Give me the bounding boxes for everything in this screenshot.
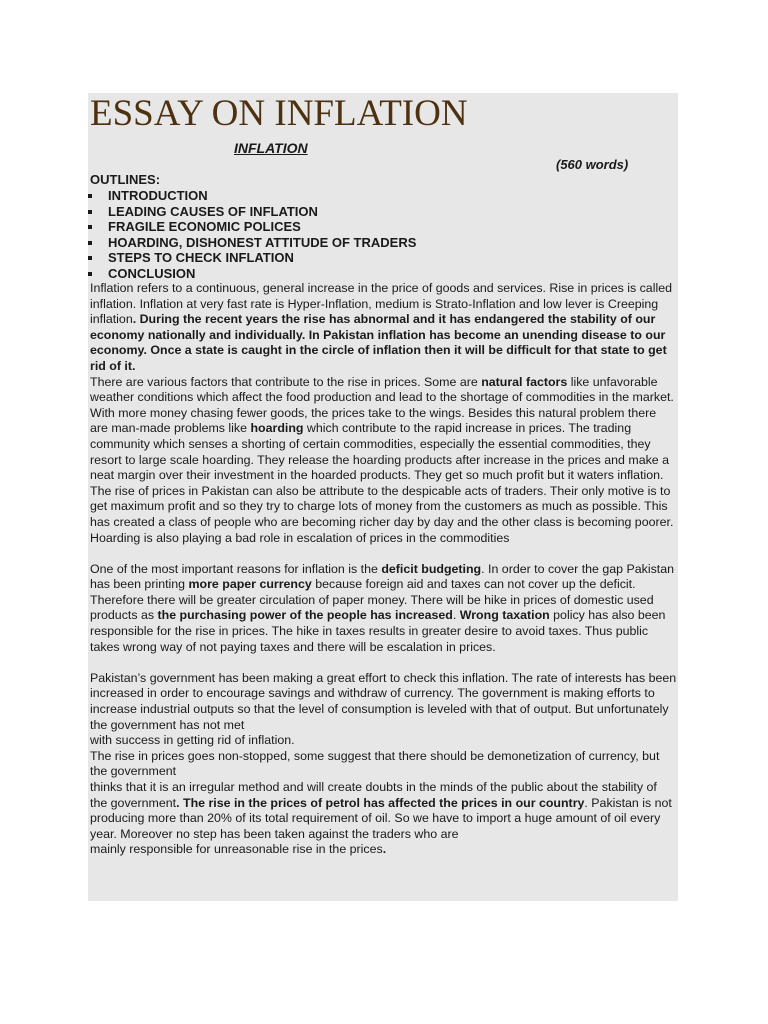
outline-list xyxy=(88,188,416,281)
outline-item-label: FRAGILE ECONOMIC POLICES xyxy=(108,219,301,234)
paragraph-text: Inflation refers to a continuous, general increase in the price of goods and services. Rise in prices is called inflation. Inflation at very fast rate is Hyper-Inflation, medium is Strato-Inflation and low lever is Creeping inflation xyxy=(90,281,672,327)
essay-paragraph xyxy=(90,484,677,546)
paragraph-text: One of the most important reasons for inflation is the xyxy=(90,561,382,576)
essay-paragraph xyxy=(90,375,677,484)
outline-item-label: LEADING CAUSES OF INFLATION xyxy=(108,203,318,219)
emphasized-text: . During the recent years the rise has abnormal and it has endangered the stability of our economy nationally and individually. In Pakistan inflation has become an unending disease to our economy. Once a state is caught in the circle of inflation then it will be difficult for that state to get rid of it. xyxy=(90,312,667,373)
bullet-square-icon xyxy=(88,272,92,276)
bullet-square-icon xyxy=(88,256,92,260)
emphasized-text: deficit budgeting xyxy=(381,561,482,576)
bullet-square-icon xyxy=(88,225,92,229)
essay-page xyxy=(88,93,678,901)
paragraph-text: The rise of prices in Pakistan can also be attribute to the despicable acts of traders. Their only motive is to get maximum profit and so they try to charge lots of money from the customers as much as possible. This has created a class of people who are becoming richer day by day and the other class is becoming poorer. Hoarding is also playing a bad role in escalation of prices in the commodities xyxy=(90,483,674,545)
bullet-square-icon xyxy=(88,194,92,198)
essay-paragraph xyxy=(90,671,677,733)
outlines-heading: OUTLINES: xyxy=(90,172,161,187)
outline-item xyxy=(88,235,416,251)
outline-item xyxy=(88,188,416,204)
essay-title: ESSAY ON INFLATION xyxy=(90,93,468,134)
emphasized-text: more paper currency xyxy=(188,577,312,592)
outline-item-label: CONCLUSION xyxy=(108,265,196,281)
outline-item xyxy=(88,204,416,220)
word-count: (560 words) xyxy=(556,157,629,172)
paragraph-text: with success in getting rid of inflation. xyxy=(90,733,295,748)
paragraph-text: which contribute to the rapid increase in prices. The trading community which senses a shorting of certain commodities, especially the essential commodities, they resort to large scale hoarding. They release the hoarding products after increase in the prices and make a neat margin over their investment in the hoarded products. They get so much profit but it waters inflation. xyxy=(90,421,670,483)
paragraph-text: policy has also been responsible for the rise in prices. The hike in taxes results in greater desire to avoid taxes. Thus public takes wrong way of not paying taxes and there will be escalation in prices. xyxy=(90,608,666,654)
essay-paragraph xyxy=(90,780,677,842)
bullet-square-icon xyxy=(88,210,92,214)
essay-paragraph xyxy=(90,733,677,749)
paragraph-text: . xyxy=(452,608,460,623)
bullet-square-icon xyxy=(88,241,92,245)
paragraph-text: like unfavorable weather conditions which affect the food production and lead to the shortage of commodities in the market. With more money chasing fewer goods, the prices take to the wings. Besides this natural problem there are man-made problems like xyxy=(90,374,674,436)
outline-item xyxy=(88,266,416,282)
essay-paragraph xyxy=(90,281,677,375)
emphasized-text: the purchasing power of the people has increased xyxy=(157,608,453,623)
outline-item-label: STEPS TO CHECK INFLATION xyxy=(108,250,294,265)
paragraph-text: mainly responsible for unreasonable rise in the prices xyxy=(90,842,383,857)
essay-paragraph xyxy=(90,842,677,858)
outline-item-label: HOARDING, DISHONEST ATTITUDE OF TRADERS xyxy=(108,234,417,250)
paragraph-text: thinks that it is an irregular method and will create doubts in the minds of the public about the stability of the government xyxy=(90,780,657,810)
outline-item-label: INTRODUCTION xyxy=(108,188,208,203)
emphasized-text: Wrong taxation xyxy=(459,608,550,623)
emphasized-text: . The rise in the prices of petrol has affected the prices in our country xyxy=(176,795,585,810)
outline-item xyxy=(88,250,416,266)
outline-item xyxy=(88,219,416,235)
emphasized-text: hoarding xyxy=(250,421,304,436)
paragraph-text: . Pakistan is not producing more than 20% of its total requirement of oil. So we have to import a huge amount of oil every year. Moreover no step has been taken against the traders who are xyxy=(90,795,672,841)
essay-paragraph xyxy=(90,749,677,780)
essay-body xyxy=(90,281,677,858)
paragraph-text: There are various factors that contribute to the rise in prices. Some are xyxy=(90,374,482,389)
essay-paragraph xyxy=(90,562,677,656)
emphasized-text: . xyxy=(382,842,387,857)
paragraph-text: . In order to cover the gap Pakistan has been printing xyxy=(90,561,674,592)
paragraph-text: Pakistan’s government has been making a great effort to check this inflation. The rate of interests has been increased in order to encourage savings and withdraw of currency. The government is making efforts to increase industrial outputs so that the level of consumption is leveled with that of output. But unfortunately the government has not met xyxy=(90,670,677,732)
essay-subtitle: INFLATION xyxy=(234,140,308,156)
paragraph-text: because foreign aid and taxes can not cover up the deficit. Therefore there will be greater circulation of paper money. There will be hike in prices of domestic used products as xyxy=(90,577,654,623)
emphasized-text: natural factors xyxy=(481,374,568,389)
paragraph-text: The rise in prices goes non-stopped, some suggest that there should be demonetization of currency, but the government xyxy=(90,748,660,779)
